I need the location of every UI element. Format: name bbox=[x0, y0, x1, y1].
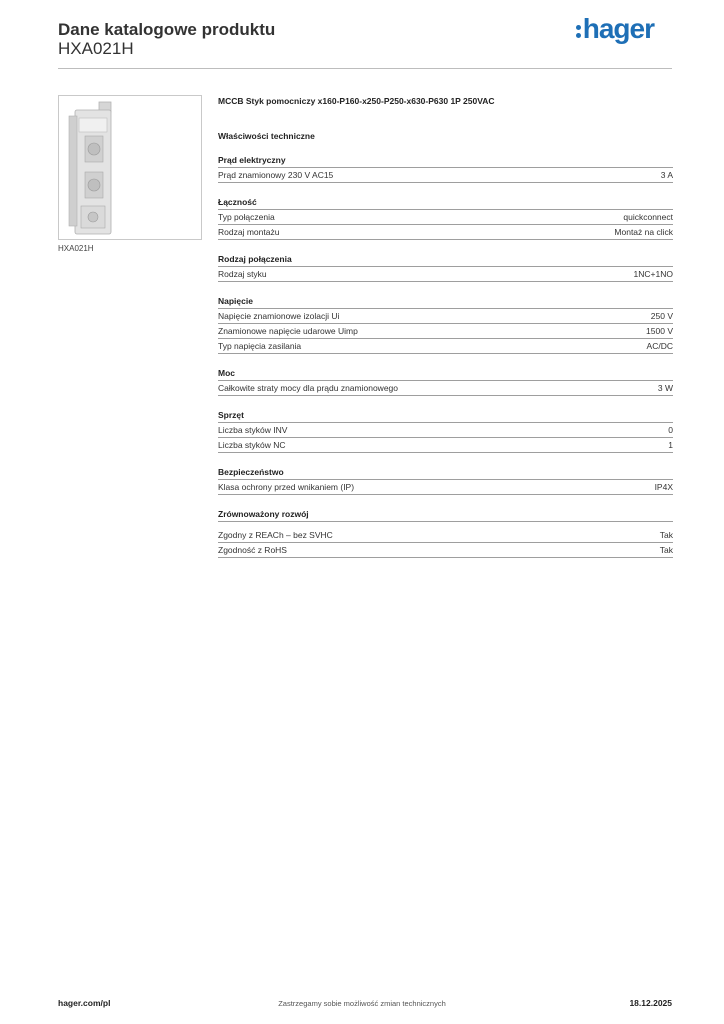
property-label: Klasa ochrony przed wnikaniem (IP) bbox=[218, 482, 355, 492]
section-title: Bezpieczeństwo bbox=[218, 467, 673, 480]
property-value: 0 bbox=[668, 425, 673, 435]
property-section bbox=[218, 254, 673, 282]
property-label: Liczba styków INV bbox=[218, 425, 288, 435]
property-label: Rodzaj styku bbox=[218, 269, 267, 279]
property-row bbox=[218, 309, 673, 324]
footer-disclaimer: Zastrzegamy sobie możliwość zmian technicznych bbox=[278, 999, 446, 1008]
footer-website: hager.com/pl bbox=[58, 998, 111, 1008]
property-value: Tak bbox=[659, 545, 673, 555]
property-label: Rodzaj montażu bbox=[218, 227, 280, 237]
property-row bbox=[218, 339, 673, 354]
property-label: Zgodny z REACh – bez SVHC bbox=[218, 530, 333, 540]
property-row bbox=[218, 528, 673, 543]
property-row bbox=[218, 210, 673, 225]
properties-sections bbox=[218, 155, 673, 558]
property-row bbox=[218, 381, 673, 396]
property-row bbox=[218, 543, 673, 558]
property-label: Napięcie znamionowe izolacji Ui bbox=[218, 311, 340, 321]
property-value: 1500 V bbox=[646, 326, 673, 336]
product-code: HXA021H bbox=[58, 39, 134, 58]
footer-date: 18.12.2025 bbox=[629, 998, 672, 1008]
property-section bbox=[218, 155, 673, 183]
logo-dots-icon bbox=[576, 25, 581, 38]
property-section bbox=[218, 368, 673, 396]
property-value: quickconnect bbox=[623, 212, 673, 222]
header-divider bbox=[58, 68, 672, 69]
property-row bbox=[218, 480, 673, 495]
property-value: 3 W bbox=[657, 383, 673, 393]
property-row bbox=[218, 168, 673, 183]
property-section bbox=[218, 296, 673, 354]
section-title: Napięcie bbox=[218, 296, 673, 309]
property-row bbox=[218, 423, 673, 438]
property-label: Liczba styków NC bbox=[218, 440, 286, 450]
hager-logo bbox=[576, 15, 654, 43]
property-section bbox=[218, 467, 673, 495]
section-title: Łączność bbox=[218, 197, 673, 210]
property-value: AC/DC bbox=[646, 341, 673, 351]
product-image-caption: HXA021H bbox=[58, 244, 94, 253]
section-title: Sprzęt bbox=[218, 410, 673, 423]
property-value: Tak bbox=[659, 530, 673, 540]
property-value: 3 A bbox=[660, 170, 673, 180]
property-label: Typ napięcia zasilania bbox=[218, 341, 302, 351]
section-title: Zrównoważony rozwój bbox=[218, 509, 673, 522]
property-label: Znamionowe napięcie udarowe Uimp bbox=[218, 326, 358, 336]
property-value: 1NC+1NO bbox=[633, 269, 673, 279]
logo-text: hager bbox=[582, 13, 654, 44]
property-label: Zgodność z RoHS bbox=[218, 545, 287, 555]
properties-heading: Właściwości techniczne bbox=[218, 131, 315, 141]
section-title: Rodzaj połączenia bbox=[218, 254, 673, 267]
property-value: Montaż na click bbox=[614, 227, 673, 237]
property-row bbox=[218, 267, 673, 282]
auxiliary-contact-icon bbox=[59, 96, 201, 239]
property-row bbox=[218, 438, 673, 453]
property-section bbox=[218, 410, 673, 453]
property-label: Prąd znamionowy 230 V AC15 bbox=[218, 170, 334, 180]
section-title: Moc bbox=[218, 368, 673, 381]
product-image bbox=[58, 95, 202, 240]
section-title: Prąd elektryczny bbox=[218, 155, 673, 168]
property-section bbox=[218, 197, 673, 240]
property-label: Typ połączenia bbox=[218, 212, 275, 222]
page-title: Dane katalogowe produktu bbox=[58, 20, 276, 39]
property-value: 1 bbox=[668, 440, 673, 450]
property-section bbox=[218, 509, 673, 558]
property-label: Całkowite straty mocy dla prądu znamionowego bbox=[218, 383, 399, 393]
product-details bbox=[218, 96, 673, 558]
property-row bbox=[218, 225, 673, 240]
property-value: IP4X bbox=[654, 482, 673, 492]
product-name: MCCB Styk pomocniczy x160-P160-x250-P250-x630-P630 1P 250VAC bbox=[218, 96, 495, 106]
property-row bbox=[218, 324, 673, 339]
property-value: 250 V bbox=[650, 311, 673, 321]
